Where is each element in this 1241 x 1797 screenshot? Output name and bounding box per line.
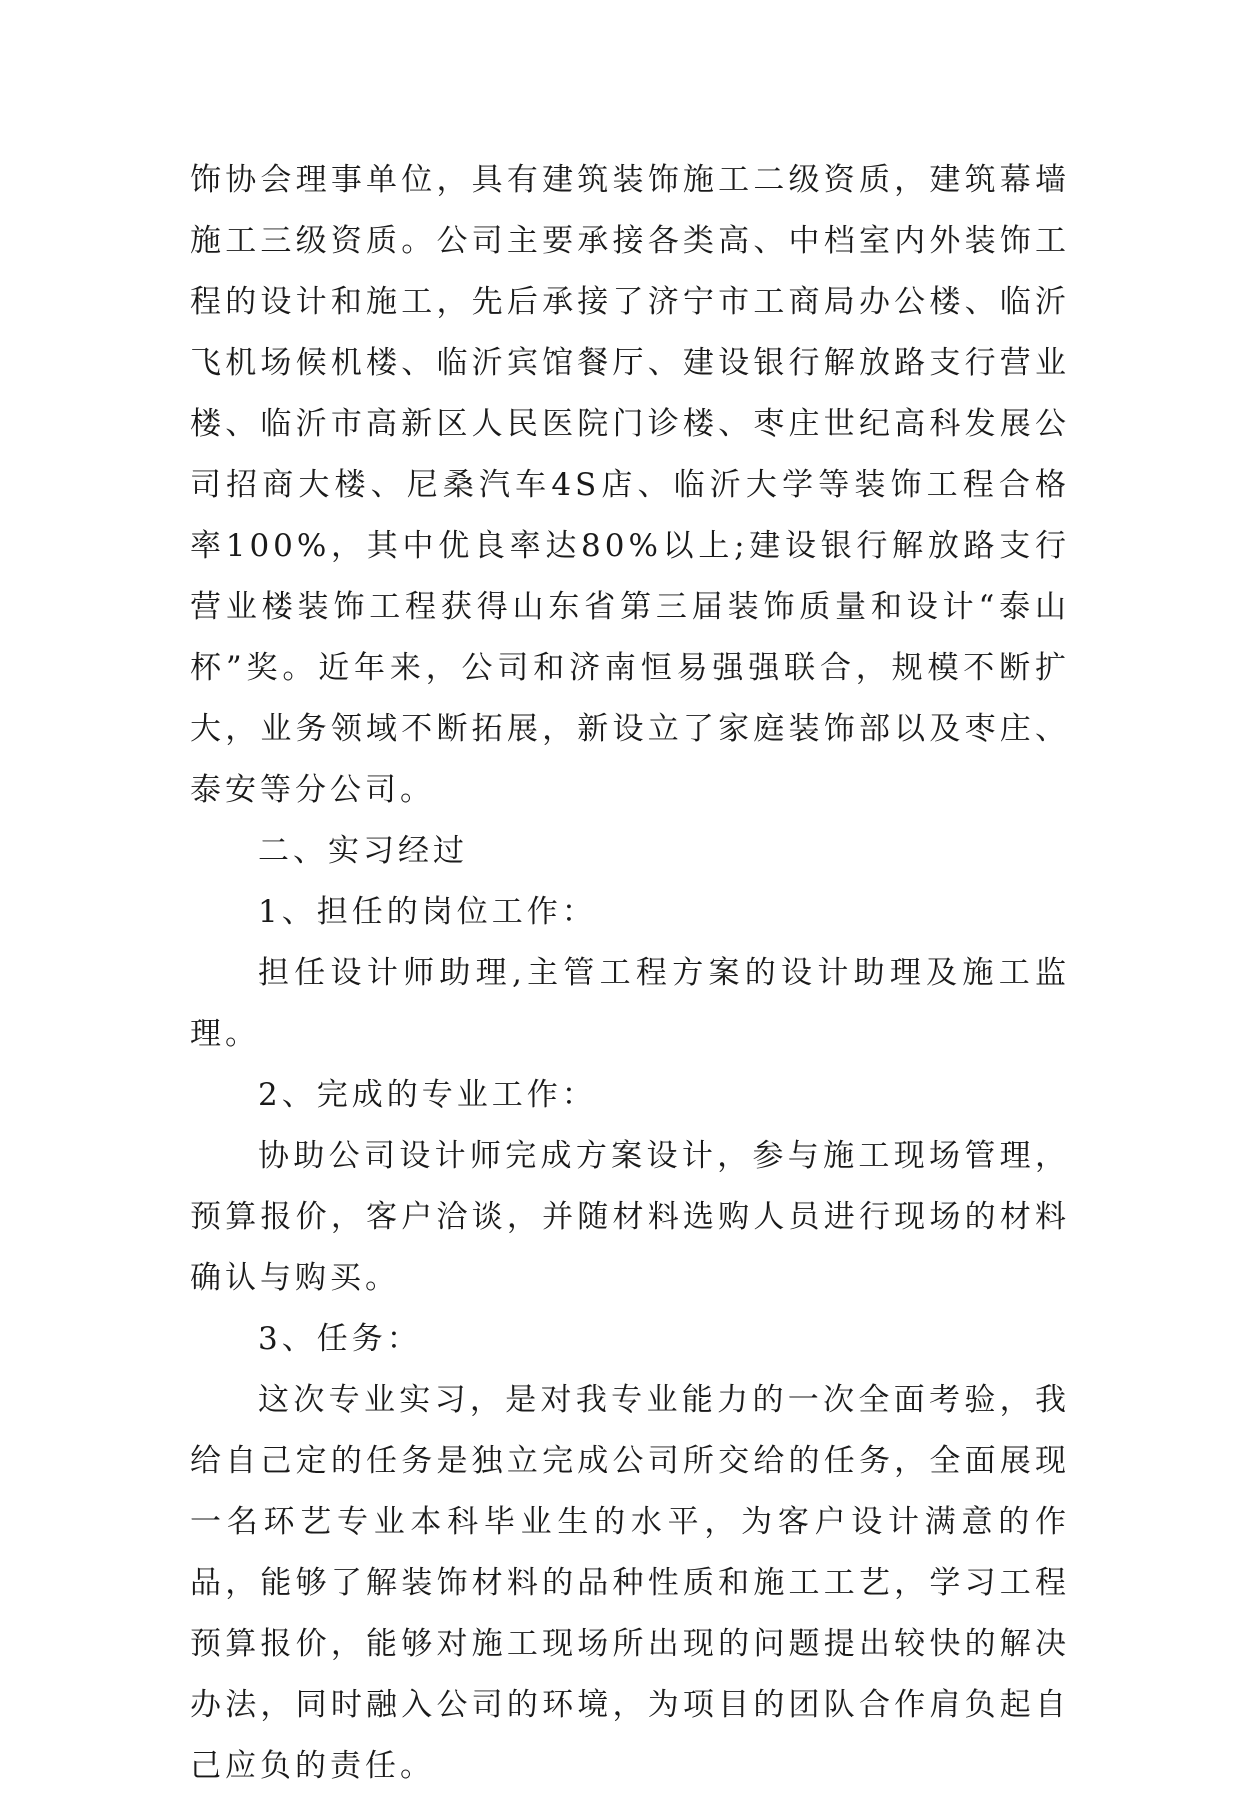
paragraph-professional-work: 协助公司设计师完成方案设计，参与施工现场管理，预算报价，客户洽谈，并随材料选购人员进行现场的材料确认与购买。 [190, 1138, 1070, 1296]
paragraph-position: 担任设计师助理,主管工程方案的设计助理及施工监理。 [190, 955, 1070, 1052]
subheading-task: 3、任务： [258, 1321, 422, 1357]
paragraph-task: 这次专业实习，是对我专业能力的一次全面考验，我给自己定的任务是独立完成公司所交给的任务，全面展现一名环艺专业本科毕业生的水平，为客户设计满意的作品，能够了解装饰材料的品种性质和施工工艺，学习工程预算报价，能够对施工现场所出现的问题提出较快的解决办法，同时融入公司的环境，为项目的团队合作肩负起自己应负的责任。 [190, 1382, 1070, 1784]
document-body [190, 150, 1070, 1797]
subheading-position: 1、担任的岗位工作： [258, 894, 597, 930]
subheading-professional-work: 2、完成的专业工作： [258, 1077, 597, 1113]
paragraph-company-intro: 饰协会理事单位，具有建筑装饰施工二级资质，建筑幕墙施工三级资质。公司主要承接各类高、中档室内外装饰工程的设计和施工，先后承接了济宁市工商局办公楼、临沂飞机场候机楼、临沂宾馆餐厅、建设银行解放路支行营业楼、临沂市高新区人民医院门诊楼、枣庄世纪高科发展公司招商大楼、尼桑汽车4S店、临沂大学等装饰工程合格率100%，其中优良率达80%以上;建设银行解放路支行营业楼装饰工程获得山东省第三届装饰质量和设计“泰山杯”奖。近年来，公司和济南恒易强强联合，规模不断扩大，业务领域不断拓展，新设立了家庭装饰部以及枣庄、泰安等分公司。 [190, 162, 1070, 808]
heading-internship-process: 二、实习经过 [258, 833, 468, 869]
